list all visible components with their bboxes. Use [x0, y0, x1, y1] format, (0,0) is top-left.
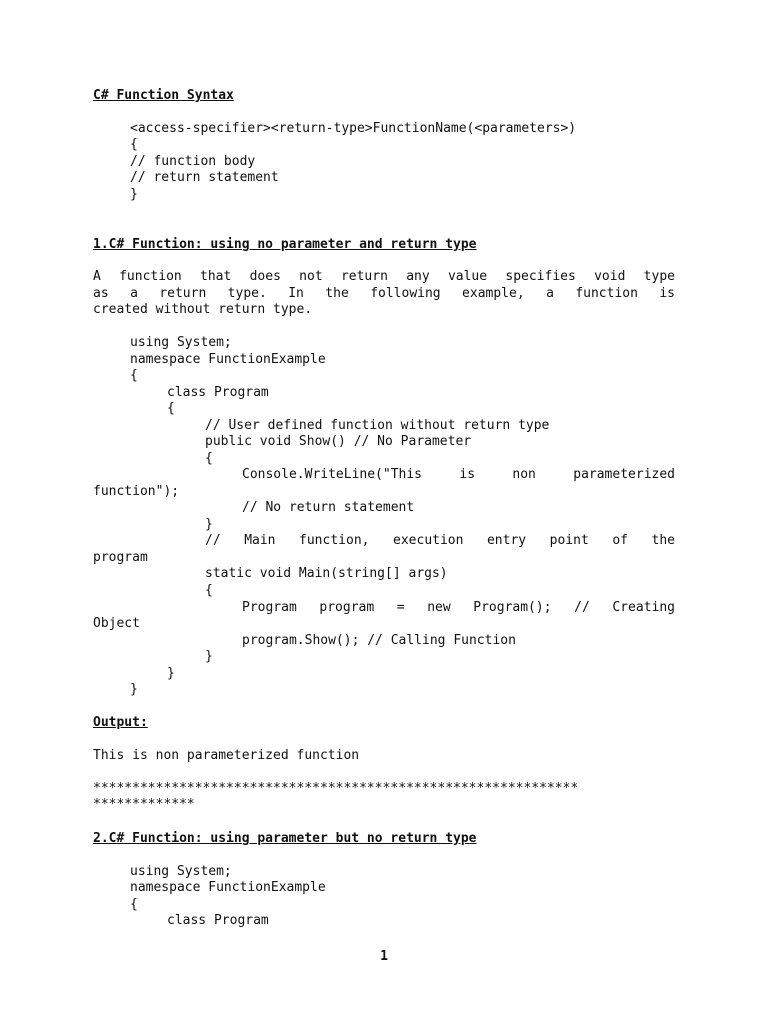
- code-line: class Program: [167, 385, 269, 400]
- syntax-heading: C# Function Syntax: [93, 88, 234, 103]
- code-line: }: [130, 682, 138, 697]
- separator-line: **************************************************************: [93, 781, 579, 796]
- code-line: {: [167, 401, 175, 416]
- intro-line: as a return type. In the following example, a function is: [93, 285, 675, 301]
- code-line: {: [130, 897, 138, 912]
- section1-intro-paragraph: [93, 269, 675, 319]
- code-line: public void Show() // No Parameter: [205, 434, 472, 449]
- syntax-line: }: [130, 187, 138, 202]
- output-text: This is non parameterized function: [93, 748, 360, 763]
- code-line: using System;: [130, 864, 232, 879]
- code-line: namespace FunctionExample: [130, 352, 326, 367]
- syntax-line: {: [130, 137, 138, 152]
- code-line: {: [205, 451, 213, 466]
- code-line: using System;: [130, 335, 232, 350]
- output-heading: Output:: [93, 715, 148, 730]
- syntax-line: <access-specifier><return-type>FunctionName(<parameters>): [130, 121, 577, 136]
- code-line-continuation: function");: [93, 484, 180, 499]
- page-number: 1: [380, 949, 388, 964]
- code-line: }: [167, 666, 175, 681]
- code-line: // User defined function without return type: [205, 418, 550, 433]
- code-line: {: [205, 583, 213, 598]
- syntax-line: // function body: [130, 154, 256, 169]
- code-line-wrapped: Console.WriteLine("This is non parameterized: [242, 467, 675, 482]
- section2-heading: 2.C# Function: using parameter but no return type: [93, 831, 477, 846]
- code-line-continuation: program: [93, 550, 148, 565]
- code-line-continuation: Object: [93, 616, 140, 631]
- syntax-line: // return statement: [130, 170, 279, 185]
- intro-line: A function that does not return any value specifies void type: [93, 269, 675, 284]
- separator-line: *************: [93, 797, 195, 812]
- intro-line: created without return type.: [93, 302, 313, 317]
- code-line: static void Main(string[] args): [205, 566, 448, 581]
- code-line: class Program: [167, 913, 269, 928]
- code-line-wrapped: Program program = new Program(); // Creating: [242, 600, 675, 615]
- code-line-wrapped: // Main function, execution entry point of the: [205, 533, 675, 548]
- code-line: }: [205, 649, 213, 664]
- code-line: program.Show(); // Calling Function: [242, 633, 516, 648]
- code-line: }: [205, 517, 213, 532]
- code-line: // No return statement: [242, 500, 415, 515]
- code-line: {: [130, 368, 138, 383]
- code-line: namespace FunctionExample: [130, 880, 326, 895]
- section1-heading: 1.C# Function: using no parameter and return type: [93, 237, 477, 252]
